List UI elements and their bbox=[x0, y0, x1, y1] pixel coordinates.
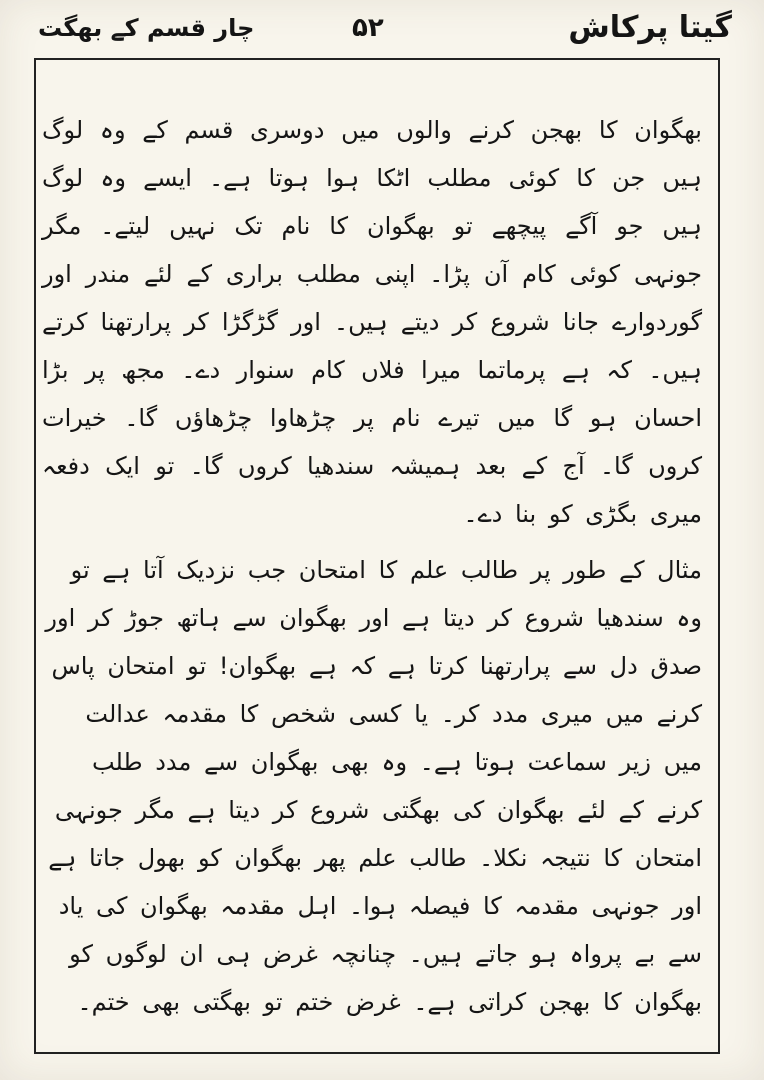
running-header bbox=[34, 6, 734, 50]
paragraph-1: بھگوان کا بھجن کرنے والوں میں دوسری قسم کے وہ لوگ ہیں جن کا کوئی مطلب اٹکا ہوا ہوتا ہے۔ ایسے وہ لوگ ہیں جو آگے پیچھے تو بھگوان کا نام تک نہیں لیتے۔ مگر جونہی کوئی کام آن پڑا۔ اپنی مطلب براری کے لئے مندر اور گوردوارے جانا شروع کر دیتے ہیں۔ اور گڑگڑا کر پرارتھنا کرتے ہیں۔ کہ ہے پرماتما میرا فلاں کام سنوار دے۔ مجھ پر بڑا احسان ہو گا میں تیرے نام پر چڑھاوا چڑھاؤں گا۔ خیرات کروں گا۔ آج کے بعد ہمیشہ سندھیا کروں گا۔ تو ایک دفعہ میری بگڑی کو بنا دے۔ bbox=[42, 116, 702, 528]
text-frame bbox=[34, 58, 720, 1054]
book-title: گیتا پرکاش bbox=[568, 10, 732, 45]
paragraph-2: مثال کے طور پر طالب علم کا امتحان جب نزدیک آتا ہے تو وہ سندھیا شروع کر دیتا ہے اور بھگوان سے ہاتھ جوڑ کر اور صدق دل سے پرارتھنا کرتا ہے کہ ہے بھگوان! تو امتحان پاس کرنے میں میری مدد کر۔ یا کسی شخص کا مقدمہ عدالت میں زیر سماعت ہوتا ہے۔ وہ بھی بھگوان سے مدد طلب کرنے کے لئے بھگوان کی بھگتی شروع کر دیتا ہے مگر جونہی امتحان کا نتیجہ نکلا۔ طالب علم پھر بھگوان کو بھول جاتا ہے اور جونہی مقدمہ کا فیصلہ ہوا۔ اہل مقدمہ بھگوان کی یاد سے بے پرواہ ہو جاتے ہیں۔ چنانچہ غرض ہی ان لوگوں کو بھگوان کا بھجن کراتی ہے۔ غرض ختم تو بھگتی بھی ختم۔ bbox=[45, 556, 702, 1016]
page-number: ۵۲ bbox=[352, 13, 384, 43]
chapter-title: چار قسم کے بھگت bbox=[38, 14, 255, 42]
